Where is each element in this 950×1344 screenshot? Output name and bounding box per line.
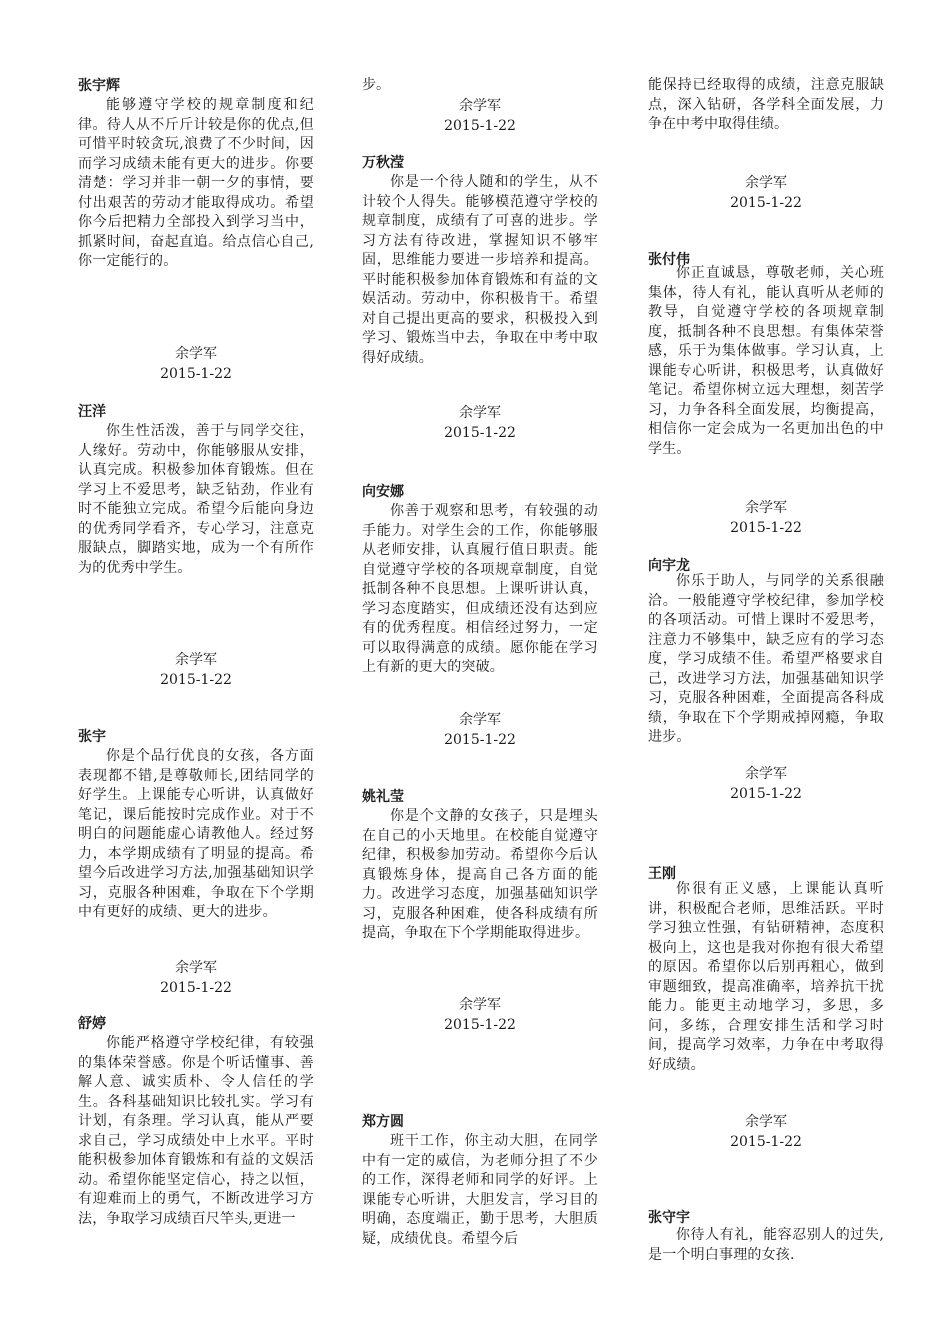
comment-date: 2015-1-22	[730, 1134, 802, 1150]
teacher-signature: 余学军	[459, 997, 501, 1013]
continuation-text: 能保持已经取得的成绩，注意克服缺点，深入钻研，各学科全面发展，力争在中考中取得佳绩。	[648, 77, 884, 132]
comment-text: 你能严格遵守学校纪律，有较强的集体荣誉感。你是个听话懂事、善解人意、诚实质朴、令人信任的学生。各科基础知识比较扎实。学习有计划，有条理。学习认真，能从严要求自己，学习成绩处中上水平。平时能积极参加体育锻炼和有益的文娱活动。希望你能坚定信心，持之以恒，有迎难而上的勇气，不断改进学习方法，争取学习成绩百尺竿头,更进一	[78, 1035, 314, 1227]
comment-text: 你很有正义感，上课能认真听讲，积极配合老师，思维活跃。平时学习独立性强，有钻研精神，态度积极向上，这也是我对你抱有很大希望的原因。希望你以后别再粗心，做到审题细致，提高准确率，培养抗干扰能力。能更主动地学习，多思，多问，多练，合理安排生活和学习时间，提高学习效率，力争在中考取得好成绩。	[648, 881, 884, 1073]
teacher-signature: 余学军	[459, 98, 501, 114]
comment-date: 2015-1-22	[730, 195, 802, 211]
comment-date: 2015-1-22	[444, 1017, 516, 1033]
comment-text: 你乐于助人，与同学的关系很融洽。一般能遵守学校纪律，参加学校的各项活动。可惜上课时不爱思考，注意力不够集中，缺乏应有的学习态度，学习成绩不佳。希望严格要求自己，改进学习方法，加强基础知识学习，克服各种困难，全面提高各科成绩，争取在下个学期戒掉网瘾，争取进步。	[648, 573, 884, 745]
comment-date: 2015-1-22	[444, 425, 516, 441]
student-name: 汪洋	[78, 404, 106, 420]
student-name: 向安娜	[362, 484, 404, 500]
comment-date: 2015-1-22	[730, 786, 802, 802]
teacher-signature: 余学军	[745, 500, 787, 516]
teacher-signature: 余学军	[745, 766, 787, 782]
student-name: 张付伟	[648, 252, 690, 268]
student-name: 向宇龙	[648, 558, 690, 574]
teacher-signature: 余学军	[745, 1114, 787, 1130]
comment-date: 2015-1-22	[160, 980, 232, 996]
comment-text: 你是个品行优良的女孩，各方面表现都不错,是尊敬师长,团结同学的好学生。上课能专心听讲，认真做好笔记，课后能按时完成作业。对于不明白的问题能虚心请教他人。经过努力，本学期成绩有了明显的提高。希望今后改进学习方法,加强基础知识学习，克服各种困难，争取在下个学期中有更好的成绩、更大的进步。	[78, 748, 314, 920]
teacher-signature: 余学军	[459, 712, 501, 728]
teacher-signature: 余学军	[745, 175, 787, 191]
comment-date: 2015-1-22	[160, 366, 232, 382]
continuation-text: 步。	[362, 77, 390, 93]
student-name: 郑方圆	[362, 1114, 404, 1130]
teacher-signature: 余学军	[175, 346, 217, 362]
student-name: 张宇辉	[78, 78, 120, 94]
comment-text: 你是个文静的女孩子，只是埋头在自己的小天地里。在校能自觉遵守纪律，积极参加劳动。希望你今后认真锻炼身体，提高自己各方面的能力。改进学习态度，加强基础知识学习，克服各种困难，使各科成绩有所提高，争取在下个学期能取得进步。	[362, 808, 598, 941]
teacher-signature: 余学军	[175, 652, 217, 668]
comment-text: 能够遵守学校的规章制度和纪律。待人从不斤斤计较是你的优点,但可惜平时较贪玩,浪费了不少时间，因而学习成绩未能有更大的进步。你要清楚：学习并非一朝一夕的事情，要付出艰苦的劳动才能取得成功。希望你今后把精力全部投入到学习当中，抓紧时间，奋起直追。给点信心自己,你一定能行的。	[78, 97, 314, 269]
student-name: 舒婷	[78, 1016, 106, 1032]
student-name: 张宇	[78, 729, 106, 745]
student-name: 王刚	[648, 866, 676, 882]
comment-text: 班干工作，你主动大胆，在同学中有一定的威信，为老师分担了不少的工作，深得老师和同学的好评。上课能专心听讲，大胆发言，学习目的明确，态度端正，勤于思考，大胆质疑，成绩优良。希望今后	[362, 1133, 598, 1247]
student-name: 万秋滢	[362, 155, 404, 171]
comment-date: 2015-1-22	[730, 520, 802, 536]
comment-text: 你正直诚恳，尊敬老师，关心班集体，待人有礼，能认真听从老师的教导，自觉遵守学校的各项规章制度，抵制各种不良思想。有集体荣誉感，乐于为集体做事。学习认真，上课能专心听讲，积极思考，认真做好笔记。希望你树立远大理想，刻苦学习，力争各科全面发展，均衡提高，相信你一定会成为一名更加出色的中学生。	[648, 265, 884, 457]
teacher-signature: 余学军	[459, 405, 501, 421]
teacher-signature: 余学军	[175, 960, 217, 976]
comment-text: 你待人有礼，能容忍别人的过失,是一个明白事理的女孩.	[648, 1227, 884, 1263]
comment-date: 2015-1-22	[444, 732, 516, 748]
student-name: 张守宇	[648, 1210, 690, 1226]
comment-date: 2015-1-22	[160, 672, 232, 688]
student-name: 姚礼莹	[362, 789, 404, 805]
comment-text: 你生性活泼，善于与同学交往，人缘好。劳动中，你能够服从安排，认真完成。积极参加体育锻炼。但在学习上不爱思考，缺乏钻劲，作业有时不能独立完成。希望今后能向身边的优秀同学看齐，专心学习，注意克服缺点，脚踏实地，成为一个有所作为的优秀中学生。	[78, 423, 314, 576]
comment-text: 你是一个待人随和的学生，从不计较个人得失。能够模范遵守学校的规章制度，成绩有了可喜的进步。学习方法有待改进，掌握知识不够牢固，思维能力要进一步培养和提高。平时能积极参加体育锻炼和有益的文娱活动。劳动中，你积极肯干。希望对自己提出更高的要求，积极投入到学习、锻炼当中去，争取在中考中取得好成绩。	[362, 174, 598, 366]
comment-text: 你善于观察和思考，有较强的动手能力。对学生会的工作，你能够服从老师安排，认真履行值日职责。能自觉遵守学校的各项规章制度，自觉抵制各种不良思想。上课听讲认真，学习态度踏实，但成绩还没有达到应有的优秀程度。相信经过努力，一定可以取得满意的成绩。愿你能在学习上有新的更大的突破。	[362, 503, 598, 675]
comment-date: 2015-1-22	[444, 118, 516, 134]
